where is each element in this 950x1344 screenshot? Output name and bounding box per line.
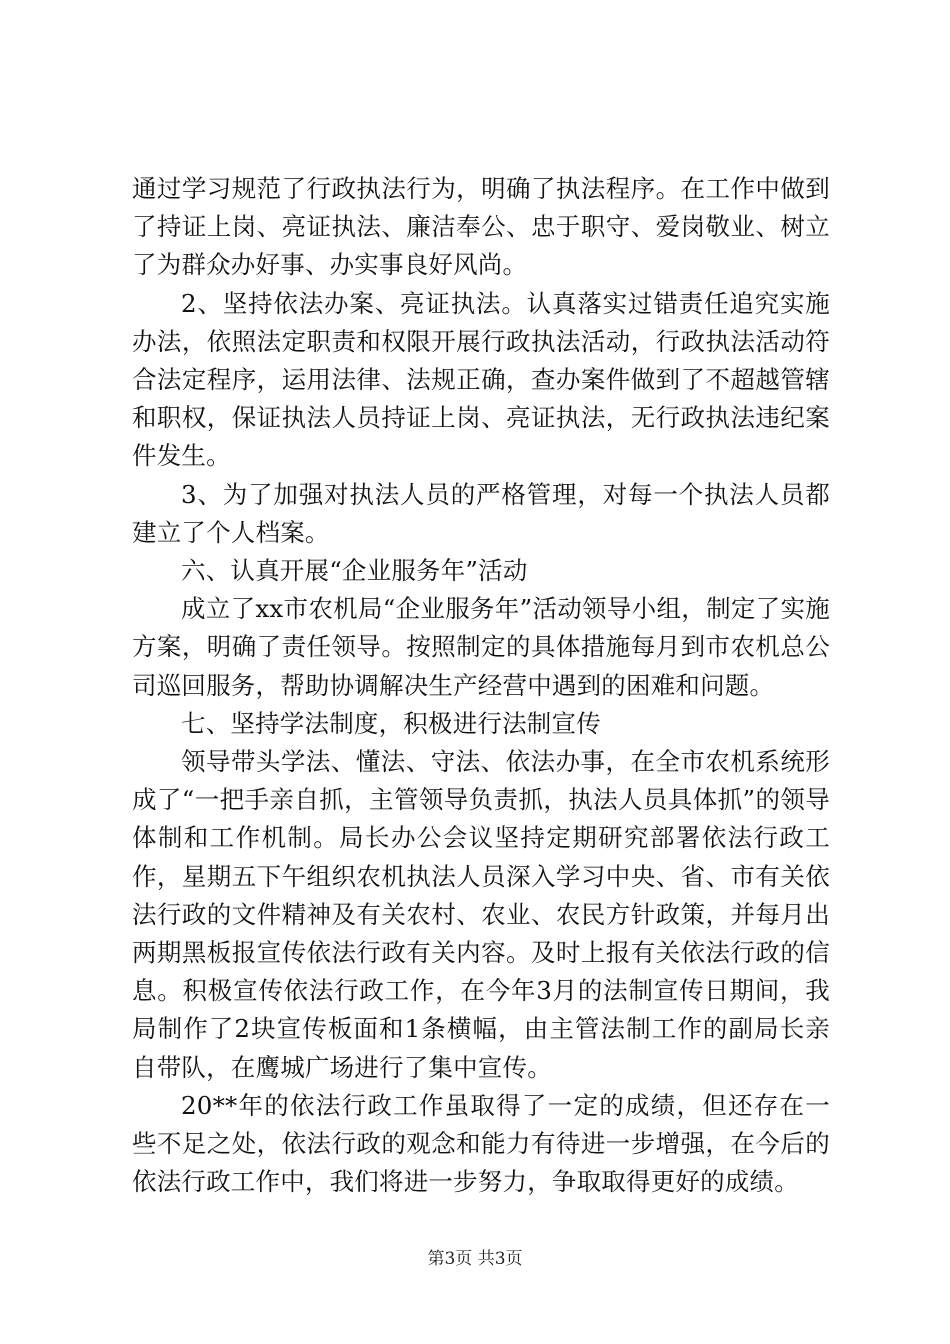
paragraph-conclusion: 20**年的依法行政工作虽取得了一定的成绩，但还存在一些不足之处，依法行政的观念和能力有待进一步增强，在今后的依法行政工作中，我们将进一步努力，争取取得更好的成绩。 <box>132 1090 830 1197</box>
paragraph-item-2: 2、坚持依法办案、亮证执法。认真落实过错责任追究实施办法，依照法定职责和权限开展行政执法活动，行政执法活动符合法定程序，运用法律、法规正确，查办案件做到了不超越管辖和职权，保证执法人员持证上岗、亮证执法，无行政执法违纪案件发生。 <box>132 288 830 471</box>
section-heading-6: 六、认真开展“企业服务年”活动 <box>181 556 528 586</box>
document-body <box>132 170 830 1201</box>
paragraph-item-3: 3、为了加强对执法人员的严格管理，对每一个执法人员都建立了个人档案。 <box>132 479 830 547</box>
paragraph-continuation: 通过学习规范了行政执法行为，明确了执法程序。在工作中做到了持证上岗、亮证执法、廉洁奉公、忠于职守、爱岗敬业、树立了为群众办好事、办实事良好风尚。 <box>132 174 830 280</box>
section-heading-7: 七、坚持学法制度，积极进行法制宣传 <box>181 708 601 738</box>
page-number-footer: 第3页 共3页 <box>427 1249 523 1269</box>
paragraph-section-7-body: 领导带头学法、懂法、守法、依法办事，在全市农机系统形成了“一把手亲自抓，主管领导负责抓，执法人员具体抓”的领导体制和工作机制。局长办公会议坚持定期研究部署依法行政工作，星期五下午组织农机执法人员深入学习中央、省、市有关依法行政的文件精神及有关农村、农业、农民方针政策，并每月出两期黑板报宣传依法行政有关内容。及时上报有关依法行政的信息。积极宣传依法行政工作，在今年3月的法制宣传日期间，我局制作了2块宣传板面和1条横幅，由主管法制工作的副局长亲自带队，在鹰城广场进行了集中宣传。 <box>132 747 830 1082</box>
paragraph-section-6-body: 成立了xx市农机局“企业服务年”活动领导小组，制定了实施方案，明确了责任领导。按照制定的具体措施每月到市农机总公司巡回服务，帮助协调解决生产经营中遇到的困难和问题。 <box>132 594 830 700</box>
